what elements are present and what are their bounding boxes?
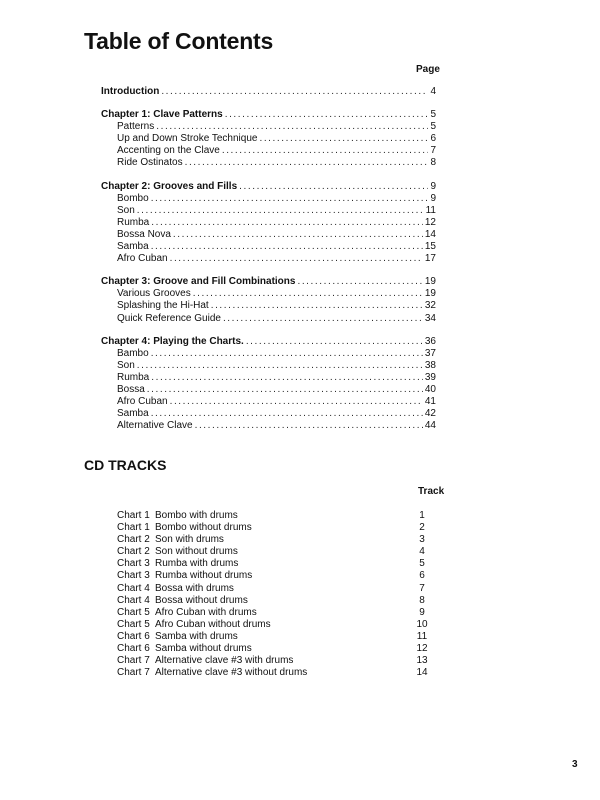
toc-entry xyxy=(101,276,436,288)
leader-dots xyxy=(193,288,423,300)
toc-subentry-label: Afro Cuban xyxy=(117,253,168,265)
toc-subentry-label: Bombo xyxy=(117,192,149,204)
track-row xyxy=(117,655,437,667)
leader-dots xyxy=(147,384,423,396)
toc-subentry-label: Up and Down Stroke Technique xyxy=(117,133,258,145)
track-description: Afro Cuban with drums xyxy=(155,606,257,618)
toc-subentry xyxy=(101,121,436,133)
toc-subentry xyxy=(101,133,436,145)
track-row xyxy=(117,534,437,546)
track-description: Bombo with drums xyxy=(155,510,238,521)
toc-entry xyxy=(101,336,436,348)
track-description: Alternative clave #3 with drums xyxy=(155,655,294,667)
toc-subentry-label: Splashing the Hi-Hat xyxy=(117,300,209,312)
track-number: 2 xyxy=(419,522,425,534)
toc-subentry-page: 37 xyxy=(424,347,436,359)
toc-subentry xyxy=(101,229,436,241)
track-chart: Chart 4 xyxy=(117,594,150,606)
track-row xyxy=(117,631,437,643)
toc-subentry xyxy=(101,408,436,420)
toc-subentry-page: 14 xyxy=(424,228,436,240)
track-row xyxy=(117,667,437,679)
track-number: 3 xyxy=(419,534,425,546)
track-row xyxy=(117,570,437,582)
track-description: Samba with drums xyxy=(155,630,238,642)
track-chart: Chart 5 xyxy=(117,606,150,618)
track-number: 1 xyxy=(419,510,425,521)
track-chart: Chart 1 xyxy=(117,510,150,521)
toc-subentry-page: 41 xyxy=(424,396,436,408)
toc-subentry-label: Samba xyxy=(117,241,149,253)
toc-subentry xyxy=(101,348,436,360)
toc-group-chapter-4 xyxy=(101,336,436,433)
track-number: 8 xyxy=(419,594,425,606)
leader-dots xyxy=(223,313,423,325)
toc-entry-label: Chapter 3: Groove and Fill Combinations xyxy=(101,276,296,288)
track-description: Rumba without drums xyxy=(155,570,253,582)
leader-dots xyxy=(239,181,428,193)
toc-subentry xyxy=(101,193,436,205)
track-number: 9 xyxy=(419,606,425,618)
toc-subentry-page: 11 xyxy=(425,204,436,216)
toc-group-chapter-3 xyxy=(101,276,436,324)
toc-subentry-page: 34 xyxy=(424,312,436,324)
track-chart: Chart 1 xyxy=(117,522,150,534)
cd-track-list xyxy=(117,510,437,679)
track-description: Rumba with drums xyxy=(155,558,239,570)
toc-subentry xyxy=(101,372,436,384)
track-chart: Chart 6 xyxy=(117,643,150,655)
track-chart: Chart 5 xyxy=(117,618,150,630)
toc-subentry-label: Quick Reference Guide xyxy=(117,312,221,324)
toc-group-chapter-1 xyxy=(101,109,436,169)
leader-dots xyxy=(170,253,423,265)
toc-subentry xyxy=(101,360,436,372)
track-number: 10 xyxy=(416,618,428,630)
track-chart: Chart 3 xyxy=(117,558,150,570)
toc-subentry-label: Bambo xyxy=(117,347,149,359)
track-number: 6 xyxy=(419,570,425,582)
track-description: Son without drums xyxy=(155,546,238,558)
toc-entry xyxy=(101,181,436,193)
page-number: 3 xyxy=(572,759,578,770)
toc-subentry-page: 44 xyxy=(424,420,436,432)
table-of-contents xyxy=(101,86,436,443)
track-chart: Chart 7 xyxy=(117,655,150,667)
leader-dots xyxy=(211,300,423,312)
leader-dots xyxy=(297,276,422,288)
leader-dots xyxy=(151,372,423,384)
track-description: Son with drums xyxy=(155,534,224,546)
track-row xyxy=(117,546,437,558)
leader-dots xyxy=(225,109,429,121)
leader-dots xyxy=(156,121,428,133)
toc-entry-label: Chapter 2: Grooves and Fills xyxy=(101,180,238,192)
toc-subentry xyxy=(101,217,436,229)
leader-dots xyxy=(173,229,423,241)
toc-subentry-label: Ride Ostinatos xyxy=(117,157,183,169)
track-row xyxy=(117,643,437,655)
track-row xyxy=(117,595,437,607)
toc-subentry-label: Son xyxy=(117,204,135,216)
track-chart: Chart 4 xyxy=(117,582,150,594)
track-description: Afro Cuban without drums xyxy=(155,618,271,630)
page-title: Table of Contents xyxy=(84,28,274,54)
toc-subentry-page: 38 xyxy=(424,359,436,371)
track-row xyxy=(117,619,437,631)
toc-entry-page: 4 xyxy=(430,86,436,97)
track-number: 12 xyxy=(416,643,428,655)
toc-subentry xyxy=(101,205,436,217)
toc-subentry-page: 15 xyxy=(424,241,436,253)
toc-entry xyxy=(101,86,436,98)
leader-dots xyxy=(195,420,423,432)
track-row xyxy=(117,510,437,522)
toc-subentry-page: 32 xyxy=(424,300,436,312)
track-chart: Chart 6 xyxy=(117,630,150,642)
toc-subentry-page: 39 xyxy=(424,371,436,383)
leader-dots xyxy=(222,145,429,157)
leader-dots xyxy=(137,205,424,217)
toc-subentry-label: Bossa xyxy=(117,383,145,395)
toc-subentry-page: 40 xyxy=(424,383,436,395)
track-column-header: Track xyxy=(418,486,445,497)
toc-group-introduction xyxy=(101,86,436,98)
track-number: 11 xyxy=(416,630,428,642)
leader-dots xyxy=(259,133,428,145)
leader-dots xyxy=(151,348,423,360)
toc-subentry-label: Accenting on the Clave xyxy=(117,145,220,157)
toc-subentry-page: 8 xyxy=(430,157,436,169)
toc-entry-page: 19 xyxy=(424,276,436,288)
track-chart: Chart 2 xyxy=(117,546,150,558)
track-number: 13 xyxy=(416,655,428,667)
toc-subentry-label: Afro Cuban xyxy=(117,396,168,408)
toc-subentry xyxy=(101,288,436,300)
track-number: 4 xyxy=(419,546,425,558)
toc-subentry-page: 42 xyxy=(424,408,436,420)
toc-subentry xyxy=(101,253,436,265)
toc-subentry xyxy=(101,384,436,396)
leader-dots xyxy=(137,360,423,372)
toc-entry-page: 9 xyxy=(430,180,436,192)
leader-dots xyxy=(161,86,428,98)
toc-entry-label: Chapter 4: Playing the Charts. xyxy=(101,335,244,347)
track-number: 5 xyxy=(419,558,425,570)
track-row xyxy=(117,583,437,595)
track-row xyxy=(117,558,437,570)
track-description: Alternative clave #3 without drums xyxy=(155,667,308,679)
toc-subentry-page: 19 xyxy=(424,288,436,300)
toc-subentry-label: Various Grooves xyxy=(117,288,191,300)
leader-dots xyxy=(151,193,429,205)
toc-subentry xyxy=(101,396,436,408)
toc-entry-page: 5 xyxy=(430,109,436,121)
cd-tracks-title: CD TRACKS xyxy=(84,457,167,473)
track-chart: Chart 7 xyxy=(117,667,150,679)
toc-subentry xyxy=(101,313,436,325)
toc-subentry-label: Samba xyxy=(117,408,149,420)
toc-entry-label: Chapter 1: Clave Patterns xyxy=(101,109,223,121)
track-chart: Chart 3 xyxy=(117,570,150,582)
toc-subentry xyxy=(101,420,436,432)
toc-subentry-label: Son xyxy=(117,359,135,371)
toc-subentry-page: 6 xyxy=(430,133,436,145)
leader-dots xyxy=(151,408,423,420)
toc-subentry xyxy=(101,241,436,253)
leader-dots xyxy=(170,396,423,408)
toc-subentry-page: 5 xyxy=(430,121,436,133)
toc-subentry xyxy=(101,157,436,169)
leader-dots xyxy=(151,241,423,253)
toc-subentry-label: Bossa Nova xyxy=(117,228,171,240)
track-number: 14 xyxy=(416,667,428,679)
toc-entry-page: 36 xyxy=(424,335,436,347)
track-chart: Chart 2 xyxy=(117,534,150,546)
track-description: Samba without drums xyxy=(155,643,252,655)
toc-subentry xyxy=(101,300,436,312)
leader-dots xyxy=(185,157,429,169)
track-description: Bossa with drums xyxy=(155,582,234,594)
track-description: Bossa without drums xyxy=(155,594,248,606)
toc-subentry-page: 12 xyxy=(424,216,436,228)
leader-dots xyxy=(246,336,423,348)
leader-dots xyxy=(151,217,423,229)
toc-subentry-label: Patterns xyxy=(117,121,155,133)
track-row xyxy=(117,607,437,619)
toc-subentry-label: Alternative Clave xyxy=(117,420,193,432)
track-row xyxy=(117,522,437,534)
toc-entry-label: Introduction xyxy=(101,86,160,97)
toc-subentry-page: 9 xyxy=(430,192,436,204)
toc-subentry-page: 17 xyxy=(424,253,436,265)
toc-group-chapter-2 xyxy=(101,181,436,266)
toc-subentry-label: Rumba xyxy=(117,371,150,383)
track-description: Bombo without drums xyxy=(155,522,252,534)
toc-subentry-label: Rumba xyxy=(117,216,150,228)
toc-subentry xyxy=(101,145,436,157)
toc-entry xyxy=(101,109,436,121)
toc-subentry-page: 7 xyxy=(430,145,436,157)
track-number: 7 xyxy=(419,582,425,594)
page-column-header: Page xyxy=(416,64,440,75)
